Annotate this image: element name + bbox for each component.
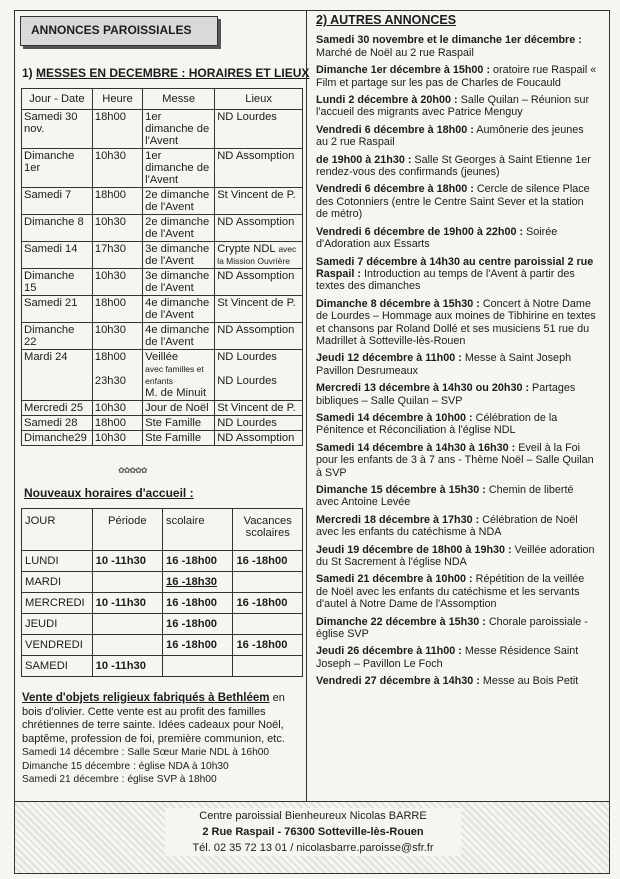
mass-note: avec familles et enfants (145, 364, 204, 386)
cell-mass: 3e dimanche de l'Avent (143, 242, 215, 269)
announcement-when: Jeudi 12 décembre à 11h00 : (316, 352, 462, 365)
announcement-when: Samedi 21 décembre à 10h00 : (316, 573, 473, 586)
announcement-when: Lundi 2 décembre à 20h00 : (316, 94, 458, 107)
table-row (22, 323, 303, 350)
table-row (22, 635, 303, 656)
cell-time: 10h30 (92, 323, 142, 350)
table-header-row (22, 89, 303, 110)
table-row (22, 572, 303, 593)
cell-morning (92, 614, 162, 635)
announcement-text: Introduction au temps de l'Avent à partir des textes des dimanches (316, 267, 575, 293)
cell-afternoon (163, 656, 233, 677)
announcement-item (316, 484, 598, 509)
cell-time: 10h30 (92, 215, 142, 242)
announcement-item (316, 352, 598, 377)
announcement-text: Concert à Notre Dame de Lourdes – Hommage aux moines de Tibhirine en textes et chansons par Roland Dollé et ses musiciens 51 rue du Madrillet à Sotteville-lès-Rouen (316, 297, 596, 347)
announcement-text: Marché de Noël au 2 rue Raspail (316, 46, 474, 59)
announcement-item (316, 442, 598, 479)
cell-day: MERCREDI (22, 593, 93, 614)
announcement-when: Jeudi 19 décembre de 18h00 à 19h30 : (316, 543, 512, 556)
mass-1: Veillée (145, 351, 179, 363)
cell-vacation (233, 656, 303, 677)
footer (14, 802, 610, 874)
section-1-title: 1) MESSES EN DECEMBRE : HORAIRES ET LIEUX (22, 66, 310, 80)
sale-line: Samedi 21 décembre : église SVP à 18h00 (22, 774, 217, 785)
announcement-when: Jeudi 26 décembre à 11h00 : (316, 645, 462, 658)
announcement-text: Veillée adoration du St Sacrement à l'église NDA (316, 543, 595, 569)
cell-place: ND Lourdes (215, 416, 303, 431)
announcement-when: Dimanche 15 décembre à 15h30 : (316, 484, 486, 496)
cell-time (92, 350, 142, 401)
cell-mass: 4e dimanche de l'Avent (143, 323, 215, 350)
announcement-item (316, 124, 598, 149)
table-row (22, 269, 303, 296)
announcement-text: Soirée d'Adoration aux Essarts (316, 225, 558, 251)
cell-day: Dimanche 8 (22, 215, 93, 242)
cell-day: Mardi 24 (22, 350, 93, 401)
announcement-list (316, 34, 598, 687)
sale-paragraph (22, 692, 304, 746)
table-row (22, 401, 303, 416)
announcement-item (316, 645, 598, 670)
cell-mass: 2e dimanche de l'Avent (143, 215, 215, 242)
announcement-text: Messe Résidence Saint Joseph – Pavillon Le Foch (316, 645, 579, 670)
cell-morning (92, 572, 162, 593)
cell-morning: 10 -11h30 (92, 593, 162, 614)
cell-place: ND Lourdes (215, 110, 303, 149)
cell-time: 10h30 (92, 401, 142, 416)
cell-day: Dimanche 22 (22, 323, 93, 350)
cell-afternoon: 16 -18h00 (163, 614, 233, 635)
table-row (22, 242, 303, 269)
announcement-item (316, 573, 598, 610)
table-row (22, 110, 303, 149)
place-text: Crypte NDL (217, 243, 276, 255)
cell-place: St Vincent de P. (215, 296, 303, 323)
cell-day: Samedi 14 (22, 242, 93, 269)
announcement-text: Chorale paroissiale - église SVP (316, 615, 588, 641)
section-2-title: 2) AUTRES ANNONCES (316, 13, 457, 27)
announcement-text: Salle St Georges à Saint Etienne 1er rendez-vous des confirmands (jeunes) (316, 153, 591, 179)
cell-afternoon: 16 -18h00 (163, 593, 233, 614)
cell-place: ND Assomption (215, 431, 303, 446)
cell-mass: Ste Famille (143, 431, 215, 446)
other-announcements (316, 14, 598, 693)
cell-place: ND Assomption (215, 215, 303, 242)
footer-line-3: Tél. 02 35 72 13 01 / nicolasbarre.paroisse@sfr.fr (192, 842, 434, 854)
announcement-text: Répétition de la veillée de Noël avec les enfants du catéchisme et les servants d'autel à Notre Dame de l'Assomption (316, 573, 585, 611)
header-scolaire: scolaire (163, 509, 233, 551)
header-place: Lieux (215, 89, 303, 110)
announcement-item (316, 514, 598, 539)
cell-morning: 10 -11h30 (92, 551, 162, 572)
cell-mass: Ste Famille (143, 416, 215, 431)
cell-day: JEUDI (22, 614, 93, 635)
header-jour: JOUR (22, 509, 93, 551)
footer-address (165, 808, 461, 856)
cell-mass: Jour de Noël (143, 401, 215, 416)
announcement-when: Vendredi 27 décembre à 14h30 : (316, 675, 480, 688)
cell-vacation: 16 -18h00 (233, 551, 303, 572)
announcement-text: Chemin de liberté avec Antoine Levée (316, 484, 574, 509)
announcement-item (316, 226, 598, 251)
cell-day: Dimanche 15 (22, 269, 93, 296)
header-periode: Période (92, 509, 162, 551)
announcement-item (316, 256, 598, 293)
cell-mass: 2e dimanche de l'Avent (143, 188, 215, 215)
announcement-item (316, 298, 598, 348)
announcement-when: Dimanche 22 décembre à 15h30 : (316, 615, 486, 628)
cell-time: 18h00 (92, 110, 142, 149)
cell-vacation: 16 -18h00 (233, 635, 303, 656)
footer-line-2: 2 Rue Raspail - 76300 Sotteville-lès-Rouen (202, 826, 424, 838)
announcement-text: Cercle de silence Place des Cotonniers (entre le Centre Saint Sever et la station de métro) (316, 183, 590, 221)
announcement-when: Mercredi 18 décembre à 17h30 : (316, 513, 480, 526)
header-vacances: Vacances scolaires (233, 509, 303, 551)
announcement-item (316, 94, 598, 119)
footer-line-1: Centre paroissial Bienheureux Nicolas BARRE (199, 810, 427, 822)
cell-morning (92, 635, 162, 656)
cell-place: St Vincent de P. (215, 188, 303, 215)
announcement-text: oratoire rue Raspail « Film et partage sur les pas de Charles de Foucauld (316, 64, 597, 89)
announcement-text: Célébration de la Pénitence et Réconciliation à l'église NDL (316, 411, 558, 437)
cell-morning: 10 -11h30 (92, 656, 162, 677)
cell-vacation (233, 572, 303, 593)
announcement-when: Samedi 7 décembre à 14h30 au centre paroissial 2 rue Raspail : (316, 255, 594, 280)
announcement-when: Dimanche 1er décembre à 15h00 : (316, 64, 491, 77)
place-note: avec la Mission Ouvrière (217, 244, 297, 266)
sale-line: Samedi 14 décembre : Salle Sœur Marie NDL à 16h00 (22, 747, 270, 758)
announcement-when: Vendredi 6 décembre de 19h00 à 22h00 : (316, 225, 524, 238)
cell-day: Samedi 21 (22, 296, 93, 323)
announcement-text: Eveil à la Foi pour les enfants de 3 à 7 ans - Thème Noël – Salle Quilan à SVP (316, 441, 594, 479)
announcement-when: Samedi 14 décembre à 14h30 à 16h30 : (316, 441, 516, 454)
announcement-item (316, 616, 598, 641)
announcement-when: Vendredi 6 décembre à 18h00 : (316, 183, 474, 196)
table-row (22, 593, 303, 614)
table-row (22, 656, 303, 677)
announcement-item (316, 412, 598, 437)
cell-day: Samedi 28 (22, 416, 93, 431)
announcement-when: Samedi 14 décembre à 10h00 : (316, 411, 473, 424)
table-header-row (22, 509, 303, 551)
announcement-text: Messe à Saint Joseph Pavillon Desrumeaux (316, 352, 572, 377)
cell-place: ND Assomption (215, 269, 303, 296)
cell-day: LUNDI (22, 551, 93, 572)
table-row (22, 416, 303, 431)
cell-afternoon: 16 -18h00 (163, 551, 233, 572)
cell-day: SAMEDI (22, 656, 93, 677)
place-1: ND Lourdes (217, 351, 277, 363)
announcement-item (316, 34, 598, 59)
cell-time: 10h30 (92, 269, 142, 296)
cell-day: Samedi 30 nov. (22, 110, 93, 149)
cell-day: Mercredi 25 (22, 401, 93, 416)
sale-text: en bois d'olivier. Cette vente est au profit des familles chrétiennes de terre sainte. Idées cadeaux pour Noël, baptême, profession de foi, première communion, etc. (22, 692, 285, 745)
table-row (22, 188, 303, 215)
place-2: ND Lourdes (217, 375, 277, 387)
accueil-title: Nouveaux horaires d'accueil : (24, 486, 194, 500)
cell-mass: 4e dimanche de l'Avent (143, 296, 215, 323)
accueil-table (21, 508, 303, 677)
mass-2: M. de Minuit (145, 387, 207, 399)
cell-time: 18h00 (92, 416, 142, 431)
announcement-text: Aumônerie des jeunes au 2 rue Raspail (316, 123, 584, 149)
announcement-text: Messe au Bois Petit (479, 675, 579, 688)
cell-day: Dimanche 1er (22, 149, 93, 188)
announcement-when: Samedi 30 novembre et le dimanche 1er décembre : (316, 34, 582, 47)
cell-mass: 1er dimanche de l'Avent (143, 149, 215, 188)
time-2: 23h30 (94, 375, 126, 387)
table-row (22, 431, 303, 446)
announcement-text: Partages bibliques – Salle Quilan – SVP (316, 382, 576, 407)
cell-afternoon: 16 -18h30 (163, 572, 233, 593)
table-row (22, 215, 303, 242)
time-1: 18h00 (94, 351, 126, 363)
cell-place: ND Assomption (215, 323, 303, 350)
mass-schedule-table (21, 88, 303, 446)
announcement-when: Mercredi 13 décembre à 14h30 ou 20h30 : (316, 382, 530, 395)
cell-place: ND Assomption (215, 149, 303, 188)
cell-day: Dimanche29 (22, 431, 93, 446)
table-row (22, 350, 303, 401)
cell-time: 18h00 (92, 296, 142, 323)
cell-mass: 3e dimanche de l'Avent (143, 269, 215, 296)
cell-time: 18h00 (92, 188, 142, 215)
cell-place (215, 242, 303, 269)
table-row (22, 149, 303, 188)
cell-mass: 1er dimanche de l'Avent (143, 110, 215, 149)
announcement-item (316, 64, 598, 89)
header-time: Heure (92, 89, 142, 110)
cell-vacation (233, 614, 303, 635)
header-mass: Messe (143, 89, 215, 110)
cell-time: 17h30 (92, 242, 142, 269)
announcement-when: Vendredi 6 décembre à 18h00 : (316, 123, 474, 136)
announcement-item (316, 183, 598, 220)
cell-place (215, 350, 303, 401)
cell-vacation: 16 -18h00 (233, 593, 303, 614)
cell-time: 10h30 (92, 431, 142, 446)
table-row (22, 614, 303, 635)
announcement-text: Salle Quilan – Réunion sur l'accueil des migrants avec Patrice Menguy (316, 94, 590, 119)
announcement-item (316, 675, 598, 687)
announcement-when: de 19h00 à 21h30 : (316, 153, 412, 166)
sale-notice (22, 692, 304, 787)
sale-line: Dimanche 15 décembre : église NDA à 10h30 (22, 760, 229, 772)
cell-afternoon: 16 -18h00 (163, 635, 233, 656)
announcement-item (316, 382, 598, 407)
announcement-item (316, 544, 598, 569)
table-row (22, 551, 303, 572)
table-row (22, 296, 303, 323)
announcement-when: Dimanche 8 décembre à 15h30 : (316, 297, 480, 310)
cell-place: St Vincent de P. (215, 401, 303, 416)
header-day: Jour - Date (22, 89, 93, 110)
cell-time: 10h30 (92, 149, 142, 188)
cell-day: MARDI (22, 572, 93, 593)
column-divider (306, 10, 307, 802)
banner: ANNONCES PAROISSIALES (20, 16, 218, 46)
cell-day: Samedi 7 (22, 188, 93, 215)
cell-day: VENDREDI (22, 635, 93, 656)
cell-mass (143, 350, 215, 401)
sale-title: Vente d'objets religieux fabriqués à Bethléem (22, 692, 270, 704)
flower-ornament: ✿✿✿✿✿ (118, 466, 147, 475)
announcement-item (316, 154, 598, 179)
announcement-text: Célébration de Noël avec les enfants du catéchisme à NDA (316, 513, 578, 539)
